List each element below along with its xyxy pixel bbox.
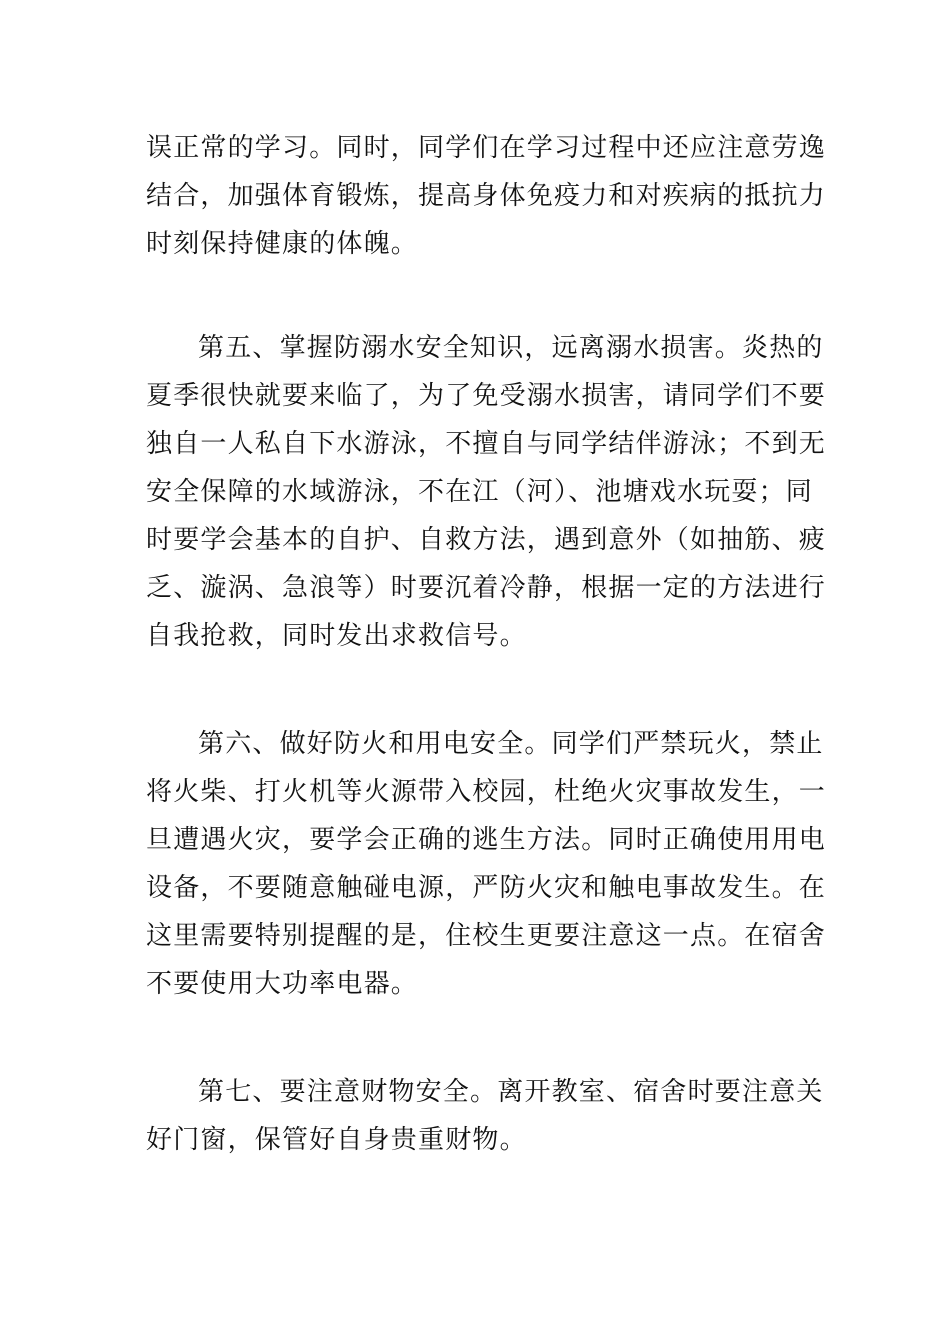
paragraph-property-safety [146,1068,824,1164]
text-line: 这里需要特别提醒的是，住校生更要注意这一点。在宿舍 [146,921,827,951]
text-line: 好门窗，保管好自身贵重财物。 [146,1125,527,1155]
text-line: 设备，不要随意触碰电源，严防火灾和触电事故发生。在 [146,873,827,903]
text-line: 第五、掌握防溺水安全知识，远离溺水损害。炎热的 [198,333,824,363]
text-line: 夏季很快就要来临了，为了免受溺水损害，请同学们不要 [146,381,827,411]
paragraph-fire-electric-safety [146,720,827,1008]
text-line: 旦遭遇火灾，要学会正确的逃生方法。同时正确使用用电 [146,825,827,855]
text-line: 安全保障的水域游泳，不在江（河）、池塘戏水玩耍；同 [146,477,814,507]
text-line: 结合，加强体育锻炼，提高身体免疫力和对疾病的抵抗力 [146,181,827,211]
text-line: 不要使用大功率电器。 [146,969,419,999]
paragraph-health-continuation [146,124,827,268]
text-line: 时刻保持健康的体魄。 [146,229,419,259]
text-line: 将火柴、打火机等火源带入校园，杜绝火灾事故发生，一 [146,777,827,807]
text-line: 独自一人私自下水游泳，不擅自与同学结伴游泳；不到无 [146,429,827,459]
text-line: 时要学会基本的自护、自救方法，遇到意外（如抽筋、疲 [146,525,827,555]
text-line: 乏、漩涡、急浪等）时要沉着冷静，根据一定的方法进行 [146,573,827,603]
text-line: 第六、做好防火和用电安全。同学们严禁玩火，禁止 [198,729,824,759]
paragraph-drowning-safety [146,324,827,660]
text-line: 第七、要注意财物安全。离开教室、宿舍时要注意关 [198,1077,824,1107]
text-line: 误正常的学习。同时，同学们在学习过程中还应注意劳逸 [146,133,827,163]
text-line: 自我抢救，同时发出求救信号。 [146,621,527,651]
